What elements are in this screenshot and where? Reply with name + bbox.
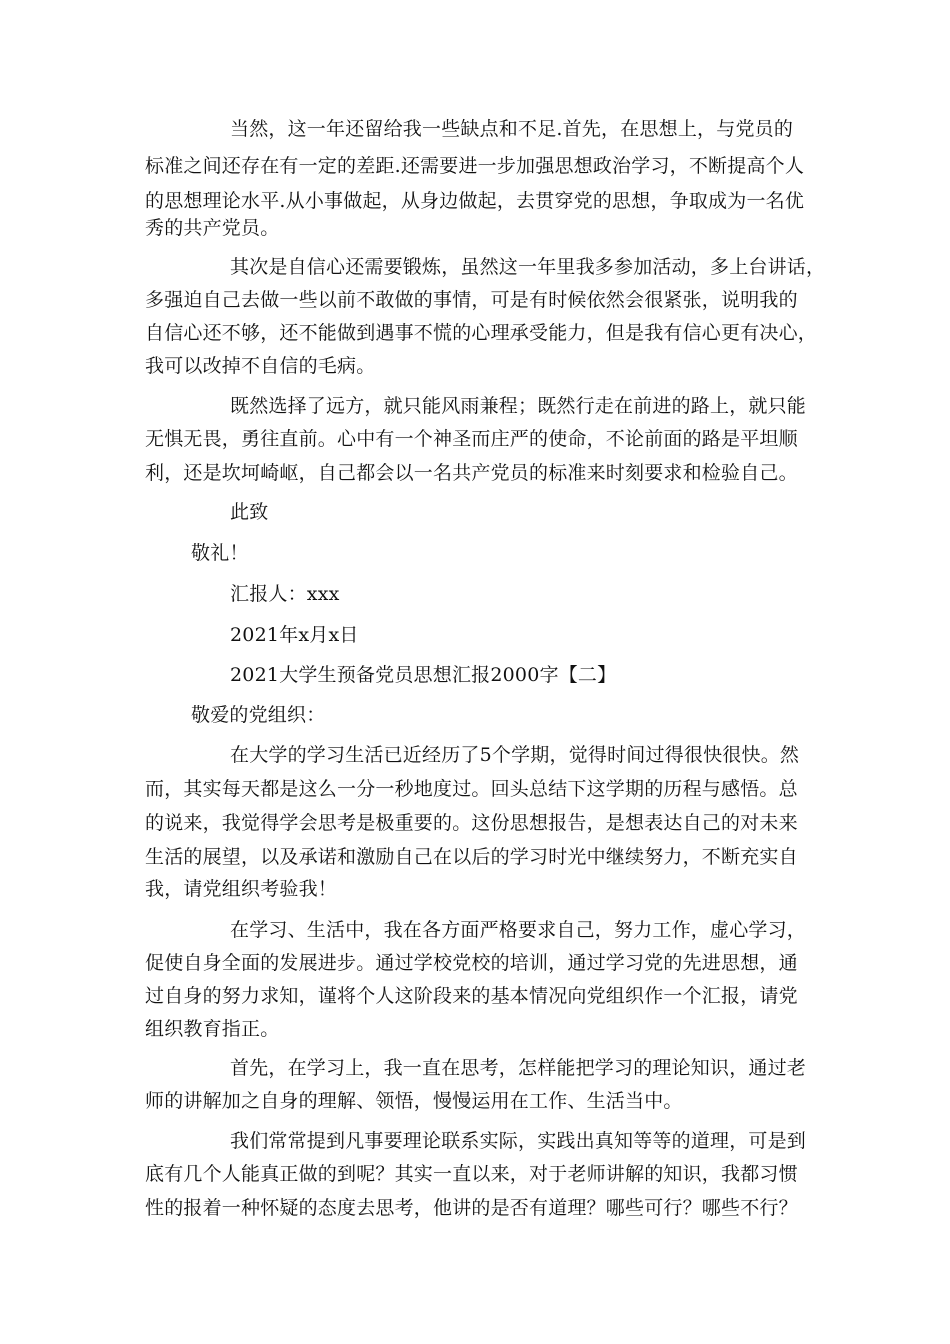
paragraph-5-line-2: 促使自身全面的发展进步。通过学校党校的培训，通过学习党的先进思想，通 — [145, 952, 798, 974]
closing-text: 此致 — [230, 501, 269, 523]
paragraph-6-line-2: 师的讲解加之自身的理解、领悟，慢慢运用在工作、生活当中。 — [145, 1090, 683, 1112]
paragraph-5-line-4: 组织教育指正。 — [145, 1018, 280, 1040]
paragraph-6-line-1: 首先，在学习上，我一直在思考，怎样能把学习的理论知识，通过老 — [230, 1057, 807, 1079]
paragraph-2-line-2: 多强迫自己去做一些以前不敢做的事情，可是有时候依然会很紧张，说明我的 — [145, 289, 798, 311]
paragraph-3-line-2: 无惧无畏，勇往直前。心中有一个神圣而庄严的使命，不论前面的路是平坦顺 — [145, 428, 798, 450]
reporter-line: 汇报人：xxx — [230, 583, 340, 605]
paragraph-1-line-1: 当然，这一年还留给我一些缺点和不足.首先，在思想上，与党员的 — [230, 118, 794, 140]
paragraph-7-line-2: 底有几个人能真正做的到呢？其实一直以来，对于老师讲解的知识，我都习惯 — [145, 1163, 798, 1185]
date-line: 2021年x月x日 — [230, 624, 359, 646]
paragraph-2-line-1: 其次是自信心还需要锻炼，虽然这一年里我多参加活动，多上台讲话， — [230, 256, 826, 278]
paragraph-4-line-1: 在大学的学习生活已近经历了5个学期，觉得时间过得很快很快。然 — [230, 744, 800, 766]
greeting-text: 敬爱的党组织： — [191, 704, 326, 726]
paragraph-3-line-1: 既然选择了远方，就只能风雨兼程；既然行走在前进的路上，就只能 — [230, 395, 807, 417]
paragraph-2-line-4: 我可以改掉不自信的毛病。 — [145, 355, 376, 377]
paragraph-4-line-3: 的说来，我觉得学会思考是极重要的。这份思想报告，是想表达自己的对未来 — [145, 812, 798, 834]
paragraph-4-line-4: 生活的展望，以及承诺和激励自己在以后的学习时光中继续努力，不断充实自 — [145, 846, 798, 868]
paragraph-3-line-3: 利，还是坎坷崎岖，自己都会以一名共产党员的标准来时刻要求和检验自己。 — [145, 462, 798, 484]
paragraph-7-line-3: 性的报着一种怀疑的态度去思考，他讲的是否有道理？哪些可行？哪些不行？ — [145, 1197, 798, 1219]
paragraph-1-line-3: 的思想理论水平.从小事做起，从身边做起，去贯穿党的思想，争取成为一名优 — [145, 190, 805, 212]
paragraph-4-line-2: 而，其实每天都是这么一分一秒地度过。回头总结下这学期的历程与感悟。总 — [145, 778, 798, 800]
section-title: 2021大学生预备党员思想汇报2000字【二】 — [230, 664, 617, 686]
paragraph-1-line-2: 标准之间还存在有一定的差距.还需要进一步加强思想政治学习，不断提高个人 — [145, 155, 805, 177]
paragraph-2-line-3: 自信心还不够，还不能做到遇事不慌的心理承受能力，但是我有信心更有决心， — [145, 322, 818, 344]
paragraph-7-line-1: 我们常常提到凡事要理论联系实际，实践出真知等等的道理，可是到 — [230, 1130, 807, 1152]
paragraph-5-line-3: 过自身的努力求知，谨将个人这阶段来的基本情况向党组织作一个汇报，请党 — [145, 985, 798, 1007]
salute-text: 敬礼！ — [191, 542, 249, 564]
paragraph-1-line-4: 秀的共产党员。 — [145, 217, 280, 239]
paragraph-5-line-1: 在学习、生活中，我在各方面严格要求自己，努力工作，虚心学习， — [230, 919, 807, 941]
paragraph-4-line-5: 我，请党组织考验我！ — [145, 878, 338, 900]
